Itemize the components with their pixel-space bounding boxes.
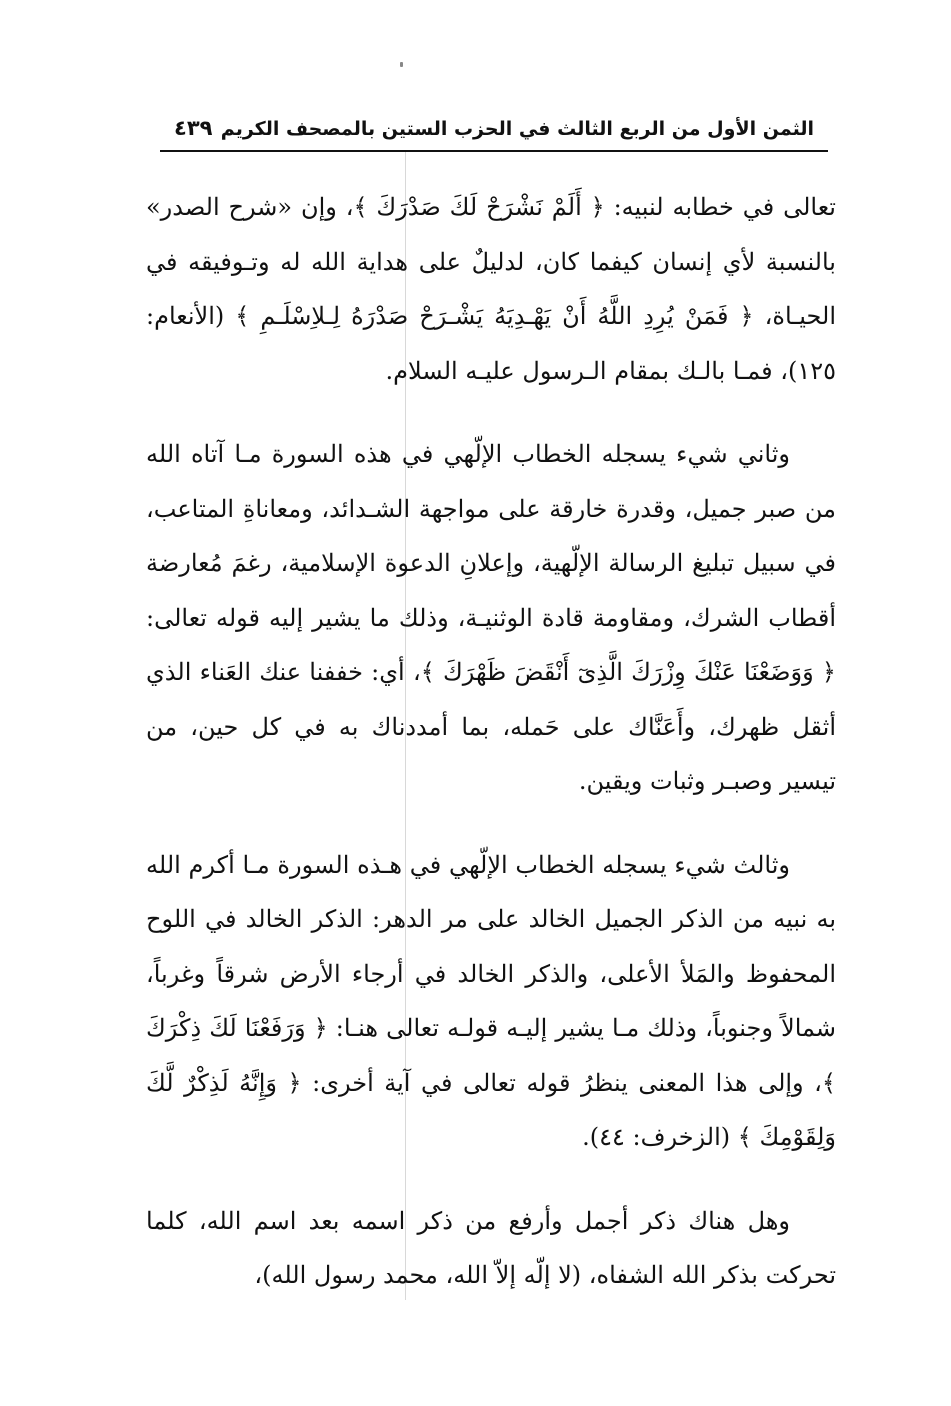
header-rule (160, 150, 828, 152)
paragraph-2: وثاني شيء يسجله الخطاب الإلّهي في هذه السورة مـا آتاه الله من صبر جميل، وقدرة خارقة على مواجهة الشـدائد، ومعاناةِ المتاعب، في سبيل تبليغ الرسالة الإلّهية، وإعلانِ الدعوة الإسلامية، رغمَ مُعارضة أقطاب الشرك، ومقاومة قادة الوثنيـة، وذلك ما يشير إليه قوله تعالى: ﴿ وَوَضَعْنَا عَنْكَ وِزْرَكَ الَّذِىٓ أَنْقَضَ ظَهْرَكَ ﴾، أي: خففنا عنك العَناء الذي أثقل ظهرك، وأَعَنَّاك على حَمله، بما أمددناك به في كل حين، من تيسير وصبـر وثبات ويقين. (146, 440, 836, 795)
page-number: ٤٣٩ (174, 116, 213, 140)
scan-speck (400, 62, 403, 67)
body-text (146, 180, 836, 1303)
page-header (160, 112, 828, 152)
running-title: الثمن الأول من الربع الثالث في الحزب الستين بالمصحف الكريم (220, 118, 814, 140)
paragraph-1: تعالى في خطابه لنبيه: ﴿ أَلَمْ نَشْرَحْ لَكَ صَدْرَكَ ﴾، وإن «شرح الصدر» بالنسبة لأي إنسان كيفما كان، لدليلٌ على هداية الله له وتـوفيقه في الحيـاة، ﴿ فَمَنْ يُرِدِ اللَّهُ أَنْ يَهْـدِيَهُ يَشْـرَحْ صَدْرَهُ لِـلاِسْلَـمِ ﴾ (الأنعام: ١٢٥)، فمـا بالـك بمقام الـرسول عليـه السلام. (146, 193, 836, 385)
paragraph-3: وثالث شيء يسجله الخطاب الإلّهي في هـذه السورة مـا أكرم الله به نبيه من الذكر الجميل الخالد على مر الدهر: الذكر الخالد في اللوح المحفوظ والمَلأ الأعلى، والذكر الخالد في أرجاء الأرض شرقاً وغرباً، شمالاً وجنوباً، وذلك مـا يشير إليـه قولـه تعالى هنـا: ﴿ وَرَفَعْنَا لَكَ ذِكْرَكَ ﴾، وإلى هذا المعنى ينظرُ قوله تعالى في آية أخرى: ﴿ وَإِنَّهُ لَذِكْرٌ لَّكَ وَلِقَوْمِكَ ﴾ (الزخرف: ٤٤). (146, 850, 836, 1151)
paragraph-4: وهل هناك ذكر أجمل وأرفع من ذكر اسمه بعد اسم الله، كلما تحركت بذكر الله الشفاه، (لا إلّه إلاّ الله، محمد رسول الله)، (146, 1206, 836, 1289)
